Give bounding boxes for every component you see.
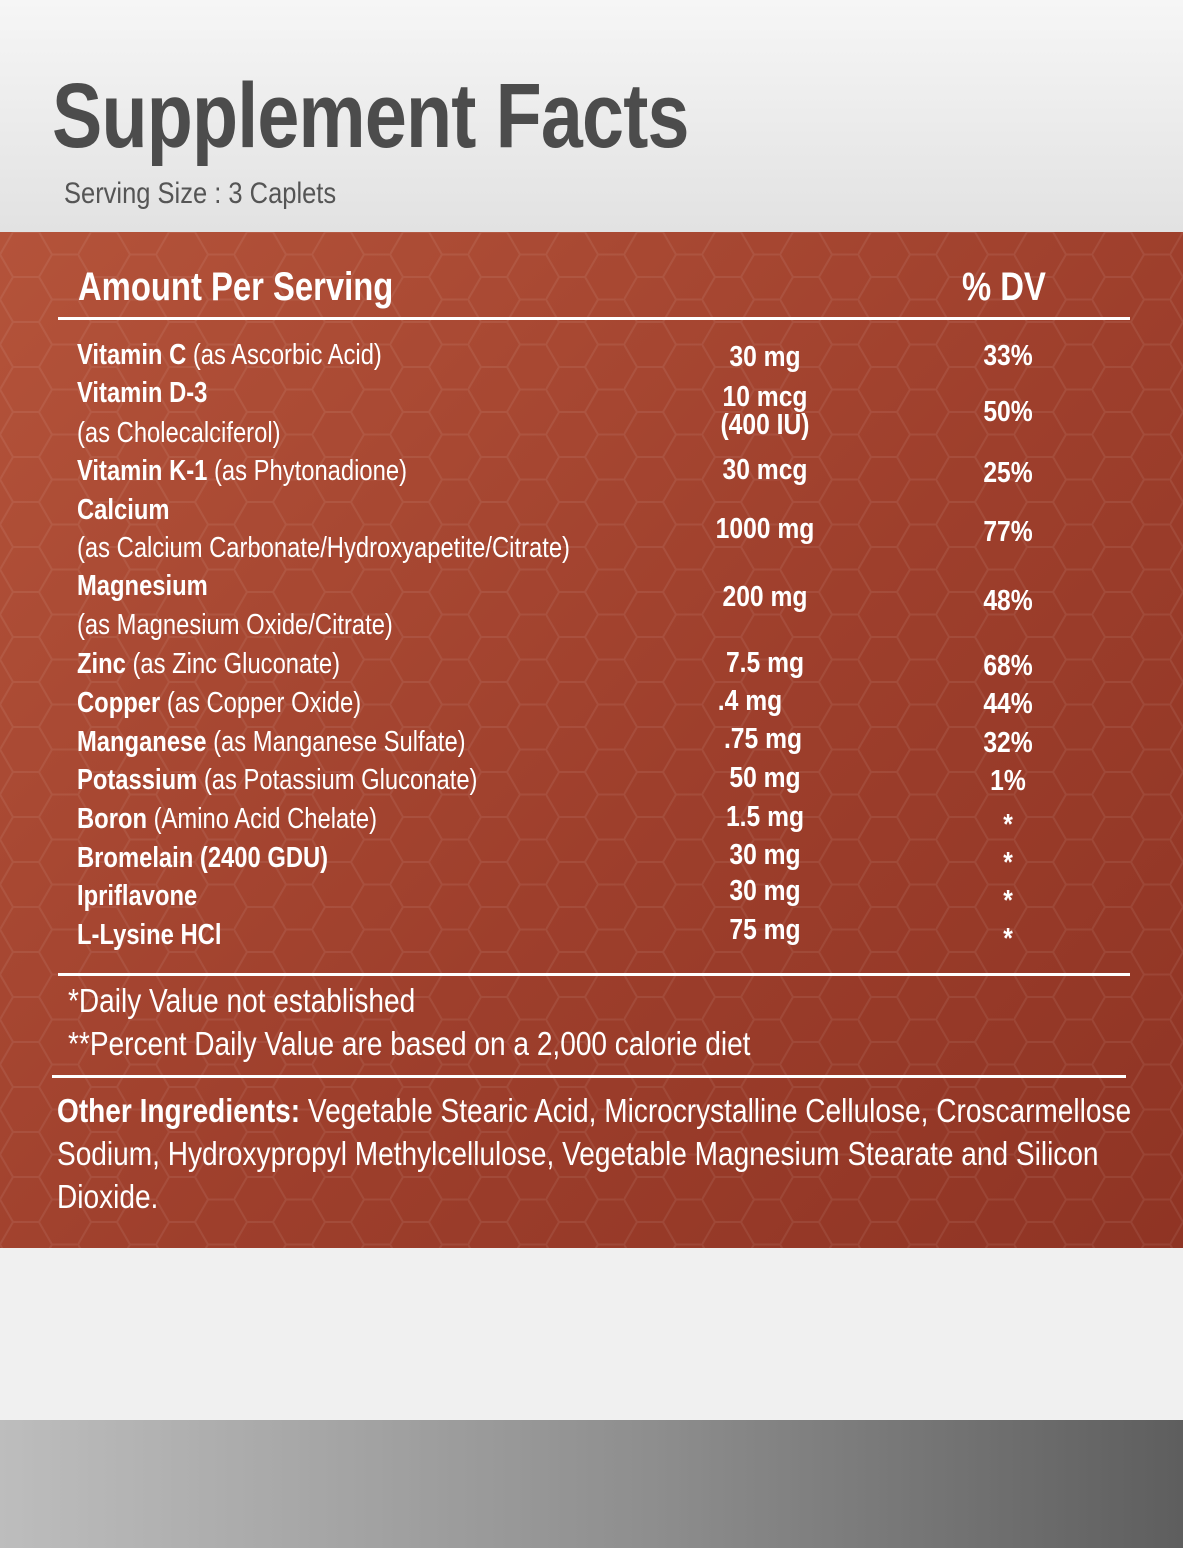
serving-size: Serving Size : 3 Caplets	[64, 177, 337, 210]
nutrient-source: (as Phytonadione)	[207, 455, 408, 487]
nutrient-amount: 200 mg	[722, 581, 808, 613]
nutrient-label	[77, 646, 340, 682]
nutrient-name: Zinc	[77, 648, 126, 680]
nutrient-label	[77, 878, 197, 914]
page-title: Supplement Facts	[52, 65, 689, 167]
footnote-daily-value: *Daily Value not established	[68, 982, 416, 1019]
nutrient-name: Boron	[77, 803, 148, 835]
nutrient-amount: 30 mg	[729, 341, 801, 373]
nutrient-label	[77, 801, 377, 837]
rows-divider	[58, 973, 1130, 976]
nutrient-amount: 1000 mg	[715, 513, 815, 545]
nutrient-name: Ipriflavone	[77, 880, 198, 912]
nutrient-source: (as Ascorbic Acid)	[186, 339, 382, 371]
nutrient-amount: 75 mg	[729, 914, 801, 946]
other-ingredients	[57, 1089, 1145, 1218]
blank-area	[0, 1248, 1183, 1420]
nutrient-source: (Amino Acid Chelate)	[147, 803, 377, 835]
nutrient-amount: 30 mg	[729, 839, 801, 871]
other-ingredients-label: Other Ingredients:	[57, 1092, 301, 1129]
nutrient-name: L-Lysine HCl	[77, 919, 222, 951]
nutrient-dv: 1%	[990, 765, 1026, 797]
nutrient-name: Vitamin D-3	[77, 377, 208, 409]
nutrient-source: (as Zinc Gluconate)	[125, 648, 341, 680]
nutrient-amount: 50 mg	[729, 762, 801, 794]
nutrient-dv: 50%	[983, 396, 1033, 428]
nutrient-source: (as Magnesium Oxide/Citrate)	[77, 609, 393, 641]
nutrient-label	[77, 453, 407, 489]
nutrient-dv: 77%	[983, 516, 1033, 548]
other-ingredients-text: Vegetable Stearic Acid, Microcrystalline Cellulose, Croscarmellose Sodium, Hydroxypropyl Methylcellulose, Vegetable Magnesium Stearate and Silicon Dioxide.	[57, 1092, 1132, 1215]
header-divider	[58, 317, 1130, 320]
nutrient-amount: 7.5 mg	[725, 647, 805, 679]
nutrient-amount: 10 mcg	[722, 381, 808, 413]
nutrient-label	[77, 724, 466, 760]
bottom-gradient-bar	[0, 1420, 1183, 1548]
nutrient-amount: 30 mg	[729, 875, 801, 907]
nutrient-name: Vitamin C	[77, 339, 187, 371]
nutrient-name: Copper	[77, 687, 161, 719]
percent-dv-header: % DV	[962, 265, 1046, 309]
nutrient-label	[77, 337, 382, 373]
nutrient-name: Calcium	[77, 494, 170, 526]
nutrient-dv: *	[1003, 923, 1013, 955]
nutrient-dv: 32%	[983, 727, 1033, 759]
nutrient-dv: 48%	[983, 585, 1033, 617]
nutrient-source: (as Copper Oxide)	[160, 687, 362, 719]
nutrient-label	[77, 762, 477, 798]
nutrient-source: (as Cholecalciferol)	[77, 417, 281, 449]
nutrient-name: Vitamin K-1	[77, 455, 208, 487]
nutrient-dv: 25%	[983, 457, 1033, 489]
nutrient-source: (as Potassium Gluconate)	[197, 764, 478, 796]
footnote-percent-daily-value: **Percent Daily Value are based on a 2,000 calorie diet	[68, 1025, 751, 1062]
nutrient-dv: 44%	[983, 688, 1033, 720]
nutrient-name: Magnesium	[77, 570, 208, 602]
nutrient-name: Manganese	[77, 726, 207, 758]
nutrient-amount: .4 mg	[717, 685, 783, 717]
nutrient-amount: 1.5 mg	[725, 801, 805, 833]
nutrient-dv: *	[1003, 809, 1013, 841]
nutrient-amount: 30 mcg	[722, 454, 808, 486]
nutrient-dv: 68%	[983, 650, 1033, 682]
nutrient-name: Potassium	[77, 764, 198, 796]
nutrient-dv: *	[1003, 885, 1013, 917]
nutrient-source: (as Calcium Carbonate/Hydroxyapetite/Citrate)	[77, 532, 570, 564]
nutrient-name: Bromelain (2400 GDU)	[77, 842, 329, 874]
amount-per-serving-header: Amount Per Serving	[78, 265, 394, 309]
nutrient-amount: .75 mg	[723, 723, 803, 755]
footnote-divider	[52, 1075, 1126, 1078]
nutrient-dv: 33%	[983, 340, 1033, 372]
nutrient-label	[77, 685, 361, 721]
nutrient-label	[77, 917, 221, 953]
nutrient-label	[77, 840, 328, 876]
nutrient-dv: *	[1003, 847, 1013, 879]
nutrient-source: (as Manganese Sulfate)	[206, 726, 466, 758]
nutrient-amount-iu: (400 IU)	[720, 409, 810, 441]
